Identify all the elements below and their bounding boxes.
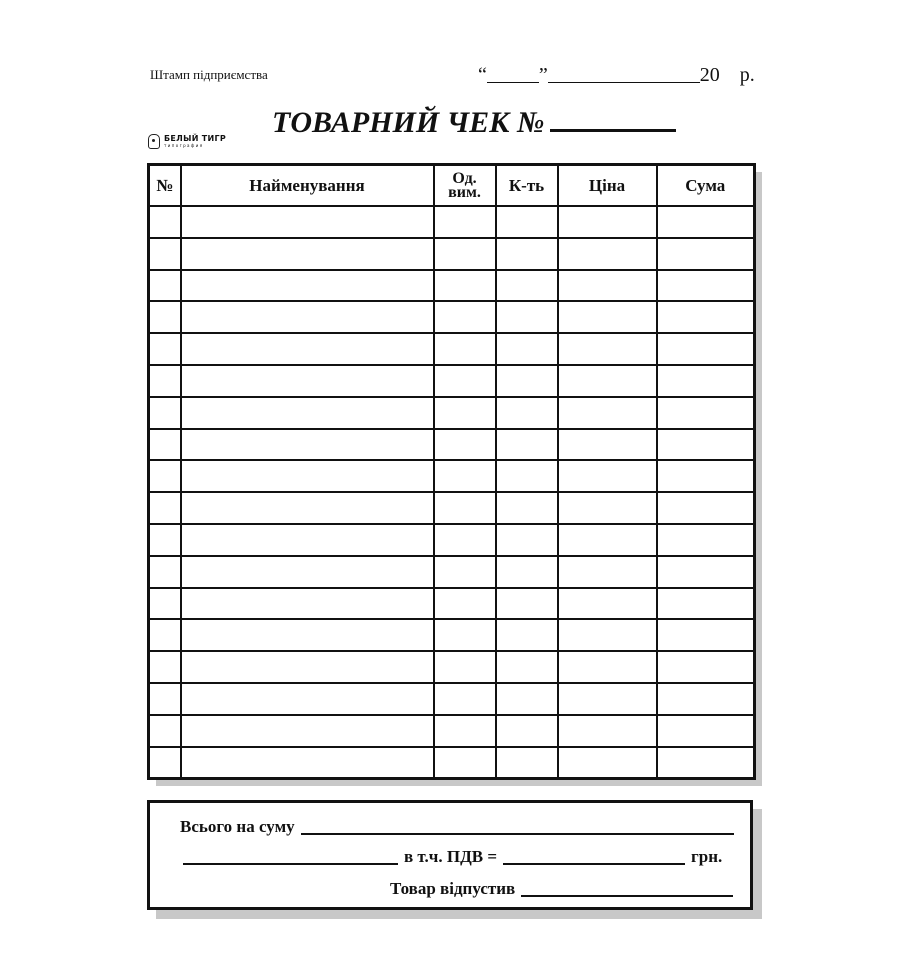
cell-price[interactable] [558,492,657,524]
cell-name[interactable] [181,651,434,683]
logo-brand-text: БЕЛЫЙ ТИГР [164,134,227,143]
vat-label: в т.ч. ПДВ = [404,847,498,866]
cell-unit[interactable] [434,556,496,588]
cell-price[interactable] [558,429,657,461]
cell-unit[interactable] [434,270,496,302]
table-row [149,460,755,492]
cell-price[interactable] [558,747,657,779]
table-row [149,492,755,524]
cell-quantity[interactable] [496,651,558,683]
column-header-number: № [149,165,181,207]
cell-number[interactable] [149,397,181,429]
column-header-price: Ціна [558,165,657,207]
cell-unit[interactable] [434,206,496,238]
cell-name[interactable] [181,492,434,524]
cell-price[interactable] [558,206,657,238]
cell-price[interactable] [558,238,657,270]
cell-sum[interactable] [657,429,755,461]
cell-number[interactable] [149,301,181,333]
cell-unit[interactable] [434,365,496,397]
cell-price[interactable] [558,683,657,715]
cell-sum[interactable] [657,460,755,492]
cell-name[interactable] [181,429,434,461]
year-prefix: 20 [699,64,720,86]
cell-unit[interactable] [434,588,496,620]
cell-price[interactable] [558,333,657,365]
vat-row [183,847,722,867]
cell-name[interactable] [181,556,434,588]
vat-amount-blank[interactable] [503,861,685,865]
cell-sum[interactable] [657,588,755,620]
cell-quantity[interactable] [496,715,558,747]
cell-name[interactable] [181,238,434,270]
table-body [149,206,755,779]
cell-unit[interactable] [434,683,496,715]
table-row [149,747,755,779]
cell-number[interactable] [149,683,181,715]
cell-sum[interactable] [657,651,755,683]
cell-number[interactable] [149,492,181,524]
cell-number[interactable] [149,524,181,556]
cell-price[interactable] [558,651,657,683]
cell-price[interactable] [558,397,657,429]
cell-quantity[interactable] [496,365,558,397]
released-label: Товар відпустив [390,879,516,898]
cell-name[interactable] [181,460,434,492]
cell-number[interactable] [149,460,181,492]
cell-name[interactable] [181,270,434,302]
tiger-logo-icon [148,134,160,149]
table-row [149,270,755,302]
cell-unit[interactable] [434,397,496,429]
cell-name[interactable] [181,747,434,779]
table-row [149,715,755,747]
cell-price[interactable] [558,619,657,651]
cell-name[interactable] [181,683,434,715]
cell-price[interactable] [558,556,657,588]
total-label: Всього на суму [180,817,295,836]
cell-quantity[interactable] [496,683,558,715]
cell-name[interactable] [181,301,434,333]
cell-sum[interactable] [657,524,755,556]
title-text: ТОВАРНИЙ ЧЕК № [272,106,545,139]
cell-number[interactable] [149,206,181,238]
table-row [149,333,755,365]
date-open-quote: “ [478,64,487,86]
cell-name[interactable] [181,715,434,747]
cell-quantity[interactable] [496,270,558,302]
table-row [149,588,755,620]
cell-unit[interactable] [434,460,496,492]
cell-sum[interactable] [657,333,755,365]
total-amount-blank[interactable] [301,831,734,835]
cell-price[interactable] [558,460,657,492]
cell-number[interactable] [149,588,181,620]
cell-unit[interactable] [434,747,496,779]
cell-quantity[interactable] [496,588,558,620]
cell-sum[interactable] [657,206,755,238]
table-row [149,683,755,715]
cell-name[interactable] [181,588,434,620]
cell-quantity[interactable] [496,397,558,429]
cell-sum[interactable] [657,397,755,429]
cell-unit[interactable] [434,492,496,524]
date-line [478,64,755,87]
cell-price[interactable] [558,365,657,397]
cell-quantity[interactable] [496,238,558,270]
cell-price[interactable] [558,588,657,620]
cell-quantity[interactable] [496,333,558,365]
cell-number[interactable] [149,747,181,779]
cell-price[interactable] [558,524,657,556]
table-row [149,619,755,651]
cell-price[interactable] [558,270,657,302]
document-title [272,106,676,140]
table-header-row [149,165,755,207]
cell-sum[interactable] [657,270,755,302]
column-header-unit [434,165,496,207]
cell-quantity[interactable] [496,619,558,651]
month-blank[interactable] [548,64,700,83]
cell-number[interactable] [149,365,181,397]
cell-quantity[interactable] [496,556,558,588]
cell-sum[interactable] [657,619,755,651]
unit-header-line1: Од. [452,169,477,187]
cell-quantity[interactable] [496,460,558,492]
table-row [149,301,755,333]
table-row [149,397,755,429]
cell-unit[interactable] [434,619,496,651]
cell-price[interactable] [558,715,657,747]
cell-quantity[interactable] [496,524,558,556]
table-row [149,238,755,270]
cell-quantity[interactable] [496,301,558,333]
currency-label: грн. [691,847,723,866]
cell-sum[interactable] [657,301,755,333]
cell-unit[interactable] [434,524,496,556]
table-row [149,206,755,238]
released-row [390,879,733,899]
table-row [149,365,755,397]
cell-number[interactable] [149,333,181,365]
table-row [149,651,755,683]
cell-sum[interactable] [657,715,755,747]
cell-sum[interactable] [657,683,755,715]
cell-unit[interactable] [434,238,496,270]
cell-name[interactable] [181,524,434,556]
cell-quantity[interactable] [496,747,558,779]
cell-name[interactable] [181,365,434,397]
column-header-name: Найменування [181,165,434,207]
cell-sum[interactable] [657,556,755,588]
column-header-sum: Сума [657,165,755,207]
cell-unit[interactable] [434,715,496,747]
column-header-quantity: К-ть [496,165,558,207]
cell-name[interactable] [181,333,434,365]
cell-name[interactable] [181,397,434,429]
cell-unit[interactable] [434,429,496,461]
cell-sum[interactable] [657,238,755,270]
cell-name[interactable] [181,206,434,238]
printer-logo [148,134,226,149]
cell-sum[interactable] [657,492,755,524]
date-close-quote: ” [538,64,548,86]
logo-tagline-text: типография [164,143,204,148]
cell-quantity[interactable] [496,429,558,461]
cell-unit[interactable] [434,301,496,333]
receipt-number-blank[interactable] [550,109,676,132]
cell-number[interactable] [149,715,181,747]
table-row [149,556,755,588]
cell-sum[interactable] [657,747,755,779]
table-row [149,524,755,556]
cell-price[interactable] [558,301,657,333]
cell-quantity[interactable] [496,492,558,524]
cell-number[interactable] [149,429,181,461]
stamp-label: Штамп підприємства [150,67,268,82]
total-row [180,817,734,837]
cell-number[interactable] [149,238,181,270]
cell-unit[interactable] [434,651,496,683]
total-in-words-blank[interactable] [183,861,398,865]
day-blank[interactable] [487,64,539,83]
table-row [149,429,755,461]
unit-header-line2: вим. [448,183,481,201]
cell-unit[interactable] [434,333,496,365]
released-by-blank[interactable] [521,893,733,897]
cell-number[interactable] [149,651,181,683]
cell-number[interactable] [149,270,181,302]
cell-number[interactable] [149,619,181,651]
summary-box [147,800,753,910]
cell-quantity[interactable] [496,206,558,238]
cell-name[interactable] [181,619,434,651]
year-abbreviation: р. [739,64,755,86]
cell-sum[interactable] [657,365,755,397]
items-table [147,163,756,780]
cell-number[interactable] [149,556,181,588]
